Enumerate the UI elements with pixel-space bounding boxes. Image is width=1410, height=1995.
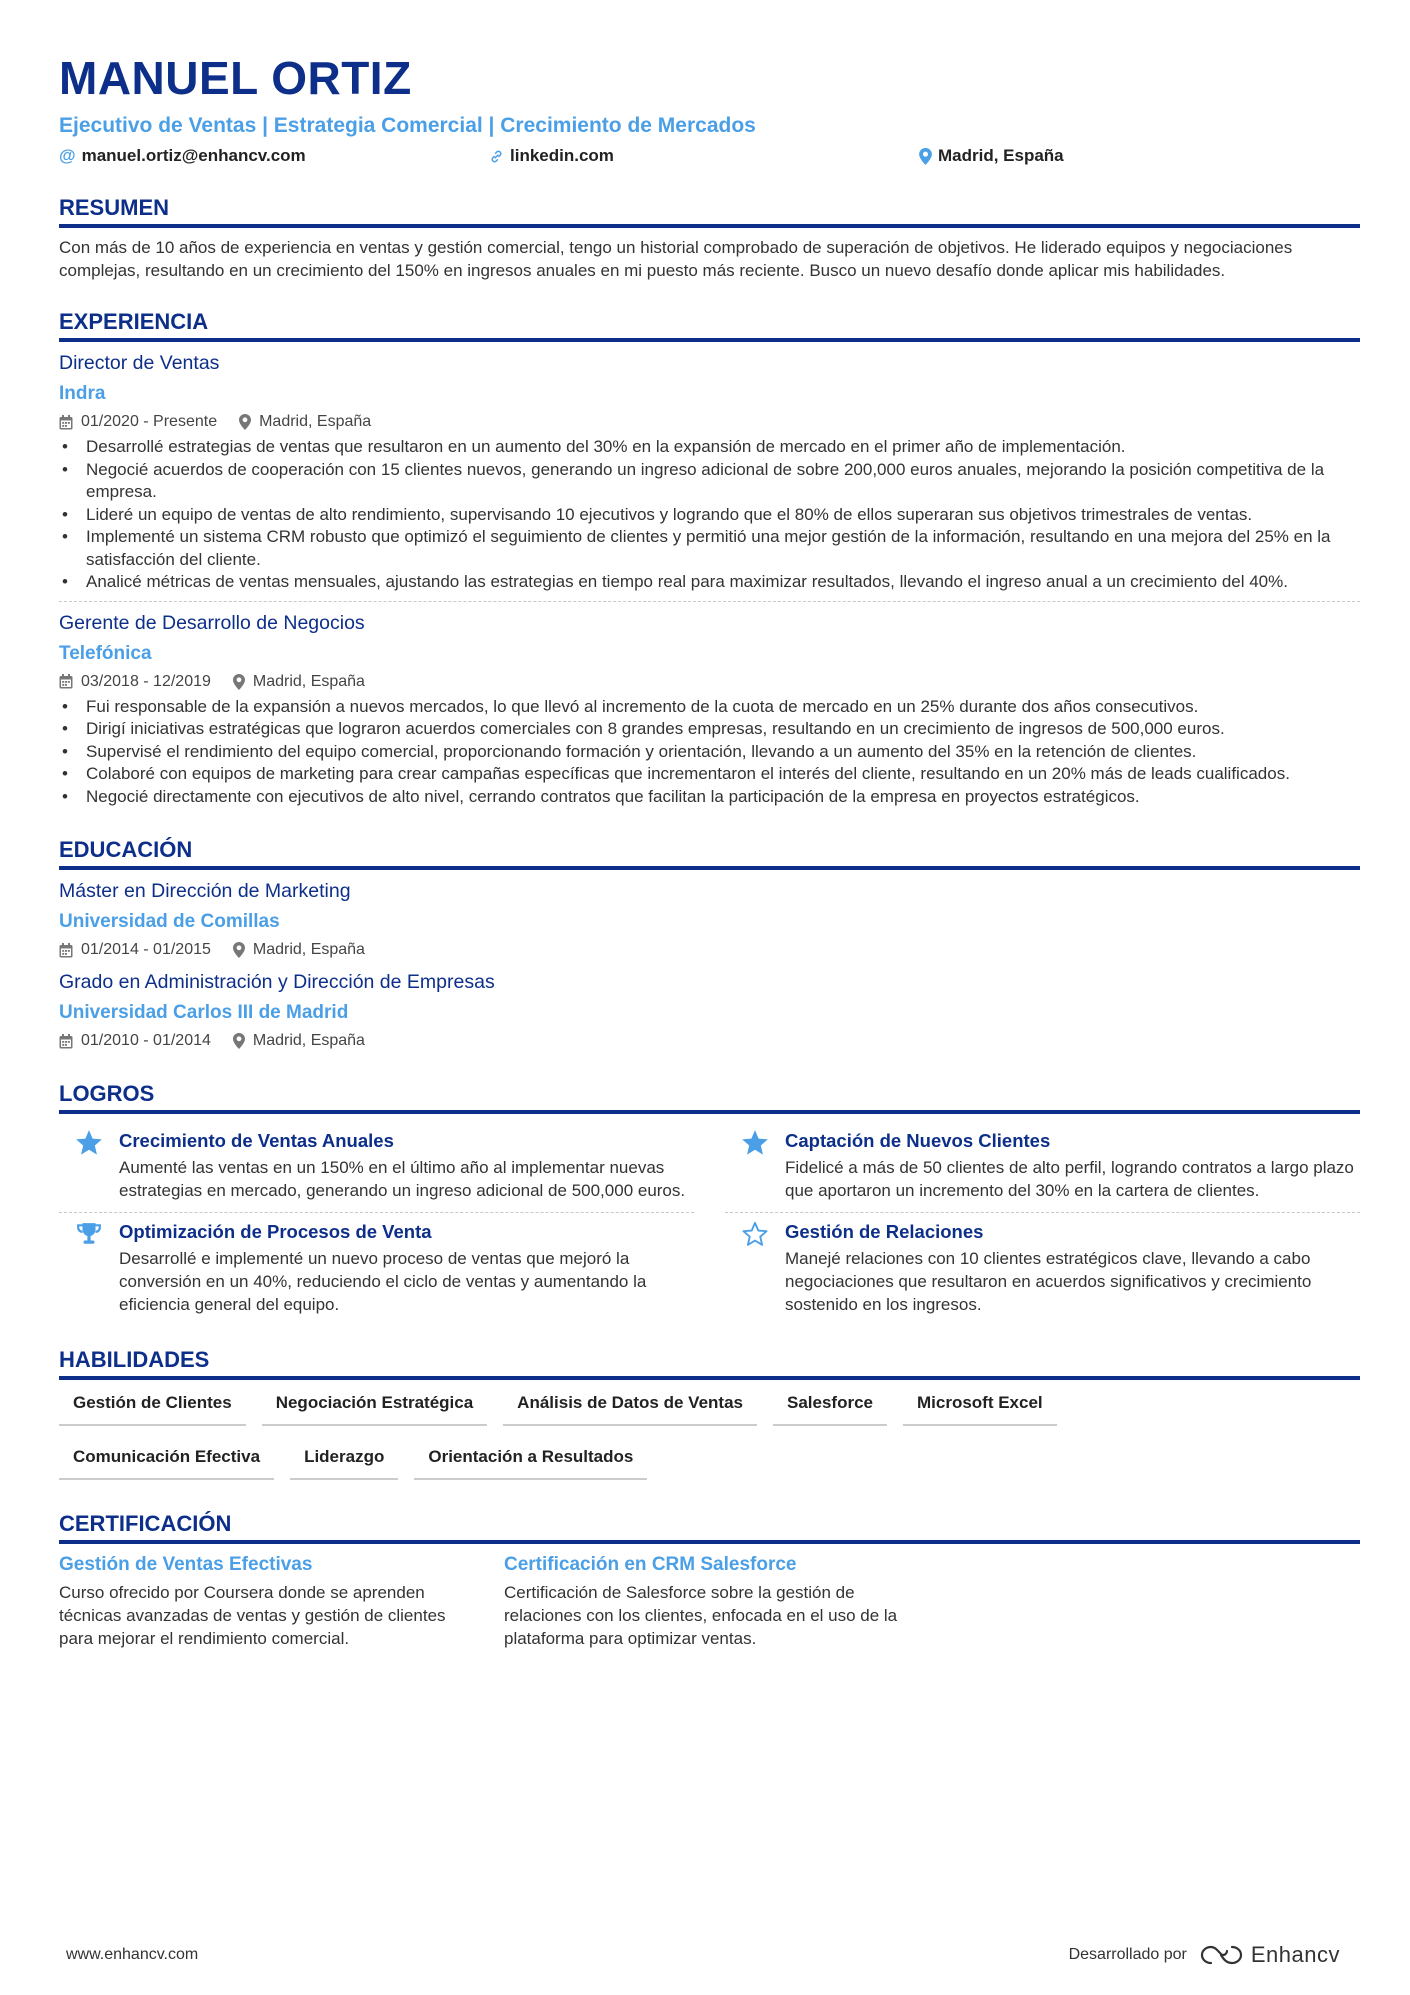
skill-tag: Liderazgo bbox=[290, 1446, 398, 1480]
achievements-grid bbox=[59, 1122, 1360, 1326]
entry-location bbox=[233, 939, 365, 961]
date-range bbox=[59, 1030, 211, 1052]
school-name: Universidad Carlos III de Madrid bbox=[59, 1002, 349, 1023]
contact-email[interactable] bbox=[59, 144, 489, 168]
date-text: 01/2020 - Presente bbox=[81, 413, 218, 430]
certification-title: Gestión de Ventas Efectivas bbox=[59, 1554, 313, 1575]
date-range bbox=[59, 939, 211, 961]
brand-name: Enhancv bbox=[1250, 1942, 1340, 1967]
calendar-icon bbox=[59, 674, 73, 689]
education-entry bbox=[59, 961, 1360, 1052]
school-name: Universidad de Comillas bbox=[59, 911, 280, 932]
certifications-section bbox=[59, 1510, 1360, 1650]
achievement-bullets bbox=[59, 436, 1360, 594]
achievement-bullets bbox=[59, 696, 1360, 809]
skill-tag: Microsoft Excel bbox=[903, 1392, 1057, 1426]
skill-tag: Negociación Estratégica bbox=[262, 1392, 487, 1426]
enhancv-logo-icon bbox=[1199, 1943, 1245, 1967]
bullet-item: • Dirigí iniciativas estratégicas que lograron acuerdos comerciales con 8 grandes empresas, resultando en un crecimiento de ingresos de 500,000 euros. bbox=[59, 718, 1360, 741]
date-text: 01/2010 - 01/2014 bbox=[81, 1032, 211, 1049]
certification-text: Curso ofrecido por Coursera donde se aprenden técnicas avanzadas de ventas y gestión de clientes para mejorar el rendimiento comercial. bbox=[59, 1583, 446, 1648]
section-title-education: EDUCACIÓN bbox=[59, 836, 1360, 870]
education-section bbox=[59, 836, 1360, 1052]
contact-row bbox=[59, 144, 1360, 168]
location-text: Madrid, España bbox=[259, 413, 372, 430]
summary-section bbox=[59, 194, 1360, 282]
experience-entry bbox=[59, 342, 1360, 602]
calendar-icon bbox=[59, 1034, 73, 1049]
certification-text: Certificación de Salesforce sobre la gestión de relaciones con los clientes, enfocada en el uso de la plataforma para optimizar ventas. bbox=[504, 1583, 898, 1648]
achievement-item bbox=[59, 1213, 694, 1326]
calendar-icon bbox=[59, 943, 73, 958]
degree-title: Máster en Dirección de Marketing bbox=[59, 880, 351, 902]
bullet-item: • Lideré un equipo de ventas de alto rendimiento, supervisando 10 ejecutivos y logrando que el 80% de ellos superaran sus objetivos trimestrales de ventas. bbox=[59, 504, 1360, 527]
entry-meta bbox=[59, 939, 1360, 961]
trophy-icon bbox=[59, 1219, 119, 1316]
location-pin-icon bbox=[919, 148, 932, 165]
summary-text: Con más de 10 años de experiencia en ventas y gestión comercial, tengo un historial comprobado de superación de objetivos. He liderado equipos y negociaciones complejas, resultando en un crecimiento del 150% en ingresos anuales en mi puesto más reciente. Busco un nuevo desafío donde aplicar mis habilidades. bbox=[59, 238, 1293, 280]
experience-section bbox=[59, 308, 1360, 808]
skills-section bbox=[59, 1346, 1360, 1500]
link-icon bbox=[489, 149, 504, 164]
location-pin-icon bbox=[233, 942, 245, 958]
location-text: Madrid, España bbox=[252, 1032, 365, 1049]
at-icon: @ bbox=[59, 146, 76, 165]
entry-meta bbox=[59, 411, 1360, 433]
section-title-experience: EXPERIENCIA bbox=[59, 308, 1360, 342]
headline: Ejecutivo de Ventas | Estrategia Comercial | Crecimiento de Mercados bbox=[59, 114, 756, 137]
star-outline-icon bbox=[725, 1219, 785, 1316]
bullet-item: • Colaboré con equipos de marketing para crear campañas específicas que incrementaron el interés del cliente, resultando en un 20% más de leads cualificados. bbox=[59, 763, 1360, 786]
skill-tag: Análisis de Datos de Ventas bbox=[503, 1392, 757, 1426]
footer bbox=[66, 1942, 1340, 1968]
date-range bbox=[59, 671, 211, 693]
achievement-text: Manejé relaciones con 10 clientes estratégicos clave, llevando a cabo negociaciones que resultaron en acuerdos significativos y crecimiento sostenido en los ingresos. bbox=[785, 1249, 1312, 1314]
bullet-item: • Analicé métricas de ventas mensuales, ajustando las estrategias en tiempo real para maximizar resultados, llevando el ingreso anual a un crecimiento del 40%. bbox=[59, 571, 1360, 594]
company-name: Telefónica bbox=[59, 642, 152, 664]
skill-tag: Gestión de Clientes bbox=[59, 1392, 246, 1426]
achievement-title: Crecimiento de Ventas Anuales bbox=[119, 1130, 394, 1151]
achievement-title: Optimización de Procesos de Venta bbox=[119, 1221, 432, 1242]
achievement-text: Desarrollé e implementé un nuevo proceso de ventas que mejoró la conversión en un 40%, reduciendo el ciclo de ventas y aumentando la eficiencia general del equipo. bbox=[119, 1249, 647, 1314]
star-icon bbox=[59, 1128, 119, 1202]
skill-tag: Orientación a Resultados bbox=[414, 1446, 647, 1480]
skill-tag: Comunicación Efectiva bbox=[59, 1446, 274, 1480]
entry-meta bbox=[59, 1030, 1360, 1052]
location-pin-icon bbox=[233, 1033, 245, 1049]
achievement-title: Gestión de Relaciones bbox=[785, 1221, 984, 1242]
footer-website[interactable]: www.enhancv.com bbox=[66, 1946, 199, 1963]
section-title-summary: RESUMEN bbox=[59, 194, 1360, 228]
date-range bbox=[59, 411, 217, 433]
certification-item bbox=[504, 1552, 949, 1650]
location-pin-icon bbox=[239, 414, 251, 430]
entry-location bbox=[239, 411, 371, 433]
linkedin-text: linkedin.com bbox=[510, 146, 614, 165]
certification-title: Certificación en CRM Salesforce bbox=[504, 1554, 797, 1575]
powered-by-label: Desarrollado por bbox=[1068, 1946, 1187, 1963]
entry-location bbox=[233, 671, 365, 693]
bullet-item: • Desarrollé estrategias de ventas que resultaron en un aumento del 30% en la expansión de mercado en el primer año de implementación. bbox=[59, 436, 1360, 459]
calendar-icon bbox=[59, 415, 73, 430]
entry-location bbox=[233, 1030, 365, 1052]
email-text: manuel.ortiz@enhancv.com bbox=[81, 146, 306, 165]
resume-content bbox=[59, 50, 1360, 1650]
bullet-item: • Implementé un sistema CRM robusto que optimizó el seguimiento de clientes y permitió una mejor gestión de la información, resultando en una mejora del 25% en la satisfacción del cliente. bbox=[59, 526, 1360, 571]
section-title-skills: HABILIDADES bbox=[59, 1346, 1360, 1380]
date-text: 03/2018 - 12/2019 bbox=[81, 672, 211, 690]
footer-brand[interactable] bbox=[1069, 1942, 1340, 1968]
location-text: Madrid, España bbox=[252, 672, 365, 690]
header bbox=[59, 50, 1360, 168]
location-text: Madrid, España bbox=[938, 146, 1064, 165]
star-icon bbox=[725, 1128, 785, 1202]
bullet-item: • Negocié acuerdos de cooperación con 15 clientes nuevos, generando un ingreso adicional de sobre 200,000 euros anuales, mejorando la posición competitiva de la empresa. bbox=[59, 459, 1360, 504]
section-title-achievements: LOGROS bbox=[59, 1080, 1360, 1114]
certifications-list bbox=[59, 1552, 1360, 1650]
bullet-item: • Fui responsable de la expansión a nuevos mercados, lo que llevó al incremento de la cuota de mercado en un 25% durante dos años consecutivos. bbox=[59, 696, 1360, 719]
date-text: 01/2014 - 01/2015 bbox=[81, 941, 211, 958]
achievements-section bbox=[59, 1080, 1360, 1326]
certification-item bbox=[59, 1552, 504, 1650]
achievement-text: Aumenté las ventas en un 150% en el último año al implementar nuevas estrategias en mercado, generando un ingreso adicional de 500,000 euros. bbox=[119, 1158, 686, 1200]
job-title: Gerente de Desarrollo de Negocios bbox=[59, 611, 365, 634]
contact-location bbox=[919, 144, 1064, 168]
entry-meta bbox=[59, 671, 1360, 693]
achievement-item bbox=[725, 1122, 1360, 1213]
section-title-certifications: CERTIFICACIÓN bbox=[59, 1510, 1360, 1544]
location-text: Madrid, España bbox=[252, 941, 365, 958]
education-entry bbox=[59, 870, 1360, 961]
bullet-item: • Supervisé el rendimiento del equipo comercial, proporcionando formación y orientación, llevando a un aumento del 35% en la retención de clientes. bbox=[59, 741, 1360, 764]
degree-title: Grado en Administración y Dirección de Empresas bbox=[59, 971, 495, 993]
achievement-item bbox=[725, 1213, 1360, 1326]
job-title: Director de Ventas bbox=[59, 352, 220, 374]
skill-tag: Salesforce bbox=[773, 1392, 887, 1426]
achievement-title: Captación de Nuevos Clientes bbox=[785, 1130, 1051, 1151]
achievement-text: Fidelicé a más de 50 clientes de alto perfil, logrando contratos a largo plazo que aportaron un incremento del 30% en la cartera de clientes. bbox=[785, 1158, 1354, 1200]
bullet-item: • Negocié directamente con ejecutivos de alto nivel, cerrando contratos que facilitan la participación de la empresa en proyectos estratégicos. bbox=[59, 786, 1360, 809]
contact-linkedin[interactable] bbox=[489, 144, 919, 168]
candidate-name: MANUEL ORTIZ bbox=[59, 52, 412, 104]
location-pin-icon bbox=[233, 674, 245, 690]
achievement-item bbox=[59, 1122, 694, 1213]
company-name: Indra bbox=[59, 383, 106, 404]
experience-entry bbox=[59, 602, 1360, 809]
skills-list bbox=[59, 1392, 1209, 1500]
